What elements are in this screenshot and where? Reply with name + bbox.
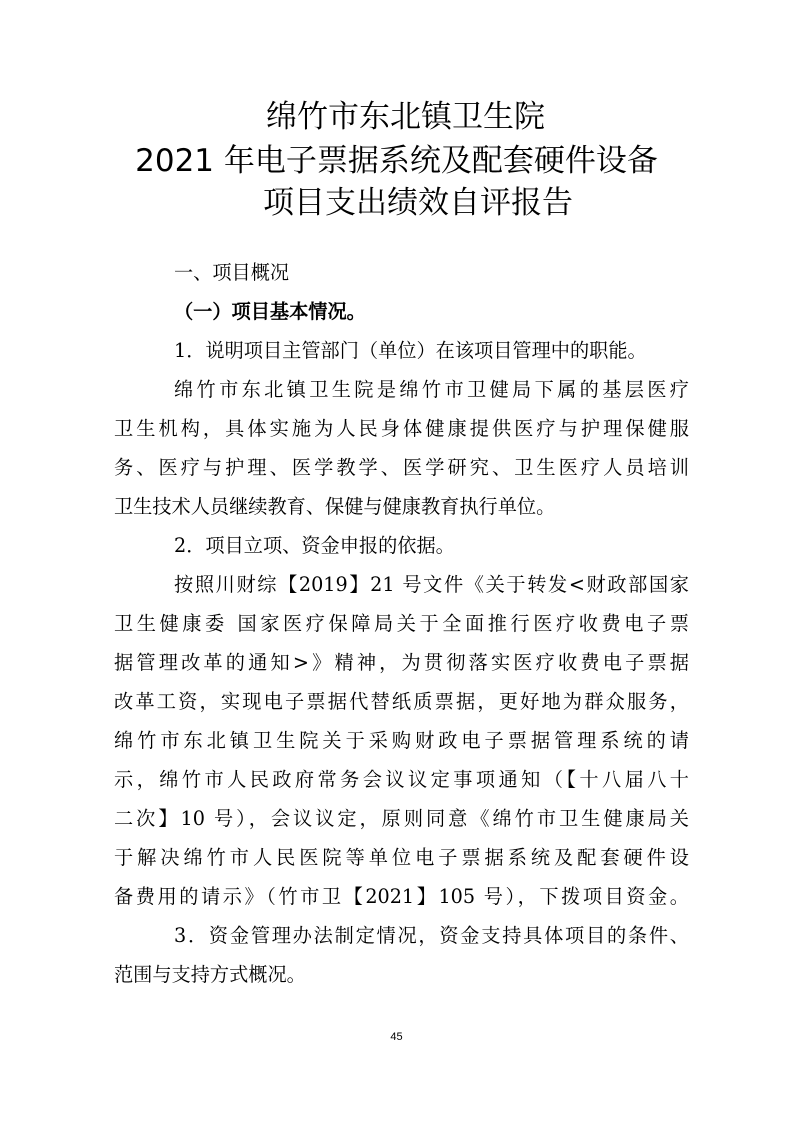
paragraph-2-line: 示，绵竹市人民政府常务会议议定事项通知（【十八届八十 [114, 768, 689, 791]
title-line-3: 项目支出绩效自评报告 [263, 185, 573, 221]
section-heading: 一、项目概况 [174, 261, 290, 284]
paragraph-2-line: 于解决绵竹市人民医院等单位电子票据系统及配套硬件设 [114, 846, 689, 869]
paragraph-1-line: 务、医疗与护理、医学教学、医学研究、卫生医疗人员培训 [114, 456, 689, 479]
paragraph-1-line: 绵竹市东北镇卫生院是绵竹市卫健局下属的基层医疗 [174, 378, 689, 401]
paragraph-2-line: 二次】10 号），会议议定，原则同意《绵竹市卫生健康局关 [114, 807, 689, 830]
title-line-2: 2021 年电子票据系统及配套硬件设备 [135, 143, 658, 179]
item-3-line: 3．资金管理办法制定情况，资金支持具体项目的条件、 [174, 924, 689, 947]
subsection-heading: （一）项目基本情况。 [174, 300, 366, 323]
item-3-line: 范围与支持方式概况。 [114, 963, 306, 986]
paragraph-2-line: 备费用的请示》（竹市卫【2021】105 号），下拨项目资金。 [114, 885, 689, 908]
paragraph-2-line: 据管理改革的通知>》精神，为贯彻落实医疗收费电子票据 [114, 651, 689, 674]
paragraph-1-line: 卫生机构，具体实施为人民身体健康提供医疗与护理保健服 [114, 417, 689, 440]
title-line-1: 绵竹市东北镇卫生院 [266, 99, 545, 135]
paragraph-1-line: 卫生技术人员继续教育、保健与健康教育执行单位。 [114, 495, 556, 518]
paragraph-2-line: 改革工资，实现电子票据代替纸质票据，更好地为群众服务， [114, 690, 689, 713]
page-number: 45 [390, 1031, 403, 1043]
paragraph-2-line: 卫生健康委 国家医疗保障局关于全面推行医疗收费电子票 [114, 612, 689, 635]
item-1-heading: 1．说明项目主管部门（单位）在该项目管理中的职能。 [174, 339, 647, 362]
paragraph-2-line: 绵竹市东北镇卫生院关于采购财政电子票据管理系统的请 [114, 729, 689, 752]
paragraph-2-line: 按照川财综【2019】21 号文件《关于转发<财政部国家 [174, 573, 689, 596]
item-2-heading: 2．项目立项、资金申报的依据。 [174, 534, 455, 557]
